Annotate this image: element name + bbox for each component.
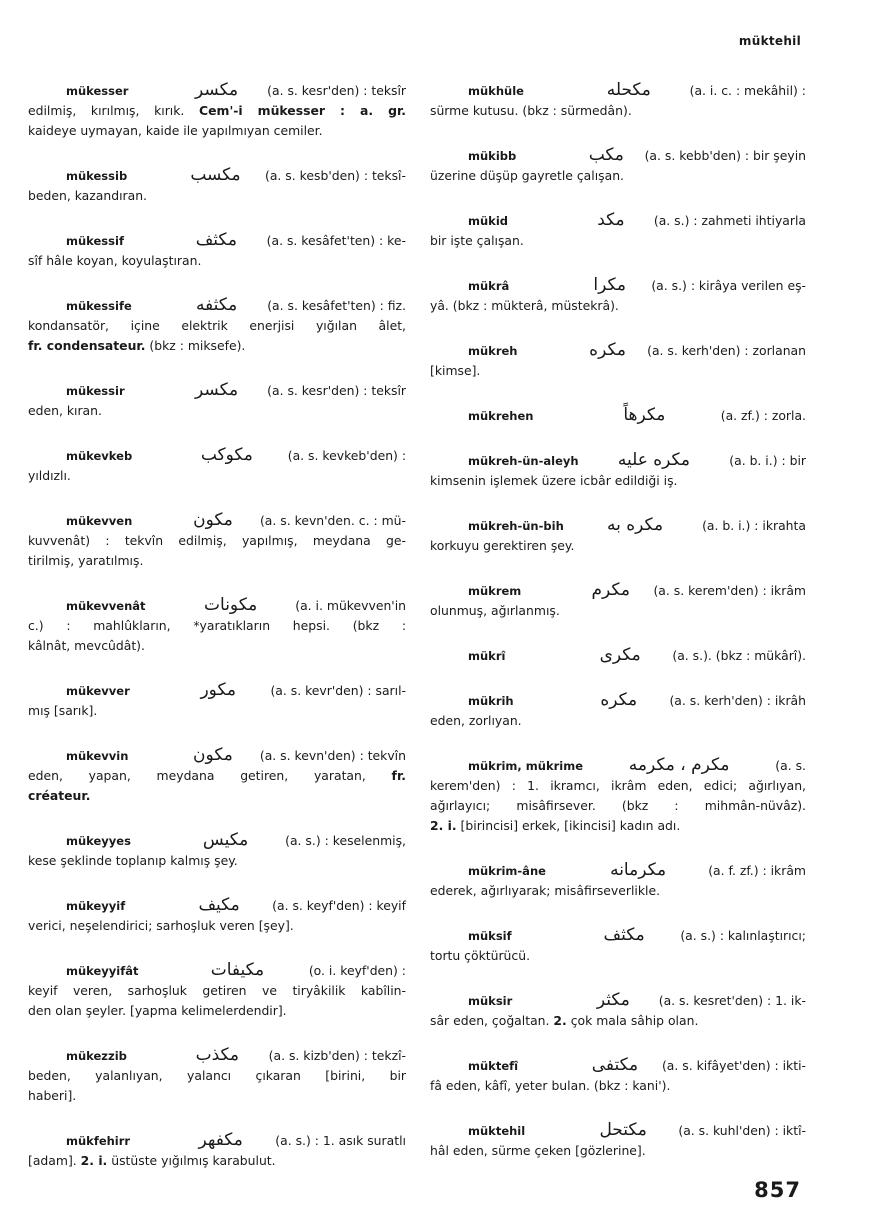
entry-arabic-script: مكرم [591,580,630,600]
definition-text: üzerine düşüp gayretle çalışan. [430,168,624,183]
entry-definition-line [28,1086,406,1106]
dictionary-entry [430,145,806,186]
entry-headword: mükrî [468,649,506,663]
entry-headword: mükfehirr [66,1134,131,1148]
entry-headword: mükrâ [468,279,510,293]
entry-definition-line [430,536,806,556]
entry-definition-line [28,101,406,121]
entry-definition-line [28,981,406,1001]
entry-arabic-script: مكذب [195,1045,240,1065]
entry-first-line [430,405,806,426]
entry-definition-line [28,916,406,936]
dictionary-entry [430,755,806,836]
entry-headword: mükibb [468,149,517,163]
entry-etymology: (a. s.) : keselenmiş, [285,833,406,848]
dictionary-entry [430,210,806,251]
dictionary-entry [28,895,406,936]
dictionary-entry [430,275,806,316]
dictionary-entry [430,1055,806,1096]
entry-etymology: (a. b. i.) : ikrahta [702,518,806,533]
entry-definition-line [430,231,806,251]
entry-definition-line [430,881,806,901]
entry-definition-line [430,1011,806,1031]
entry-arabic-script: مكوكب [200,445,253,465]
entry-first-line [430,145,806,166]
entry-definition-line [430,166,806,186]
entry-headword: mükrim-âne [468,864,546,878]
entry-first-line [28,745,406,766]
entry-headword: mükhüle [468,84,524,98]
entry-definition-line [430,776,806,796]
definition-text: sîf hâle koyan, koyulaştıran. [28,253,202,268]
definition-keyword: fr. [391,768,406,783]
entry-arabic-script: مكيف [198,895,240,915]
definition-text: tortu çöktürücü. [430,948,531,963]
entry-headword: mükreh-ün-aleyh [468,454,579,468]
entry-headword: mükevver [66,684,130,698]
entry-headword: müktefî [468,1059,519,1073]
entry-arabic-script: مكتحل [599,1120,647,1140]
definition-keyword: Cem'-i mükesser : a. gr. [199,103,406,118]
definition-text: beden, kazandıran. [28,188,147,203]
entry-headword: mükevvenât [66,599,146,613]
entry-etymology: (a. s. kerem'den) : ikrâm [653,583,806,598]
entry-etymology: (a. b. i.) : bir [729,453,806,468]
definition-text: korkuyu gerektiren şey. [430,538,575,553]
definition-text: üstüste yığılmış karabulut. [107,1153,276,1168]
entry-arabic-script: مكرم ، مكرمه [628,755,730,775]
entry-definition-line [28,786,406,806]
entry-arabic-script: مكرا [593,275,626,295]
dictionary-entry [430,860,806,901]
entry-first-line [28,895,406,916]
dictionary-entry [430,925,806,966]
entry-arabic-script: مكحله [606,80,651,100]
entry-first-line [28,295,406,316]
entry-headword: mükesser [66,84,129,98]
entry-arabic-script: مكسر [195,80,239,100]
entry-first-line [430,755,806,776]
definition-text: [birincisi] erkek, [ikincisi] kadın adı. [456,818,681,833]
entry-first-line [430,645,806,666]
entry-first-line [430,580,806,601]
entry-etymology: (a. s.) : kalınlaştırıcı; [680,928,806,943]
entry-first-line [28,595,406,616]
entry-arabic-script: مكرهاً [623,405,666,425]
entry-first-line [28,80,406,101]
entry-etymology: (a. s. kerh'den) : ikrâh [669,693,806,708]
definition-keyword: créateur. [28,788,91,803]
entry-definition-line [28,121,406,141]
entry-arabic-script: مكره عليه [617,450,691,470]
definition-text: sürme kutusu. (bkz : sürmedân). [430,103,632,118]
dictionary-entry [430,990,806,1031]
entry-headword: mükeyyif [66,899,126,913]
entry-definition-line [28,616,406,636]
entry-first-line [430,860,806,881]
entry-headword: müktehil [468,1124,526,1138]
dictionary-entry [28,165,406,206]
entry-etymology: (a. s. kesb'den) : teksî- [265,168,406,183]
entry-headword: mükid [468,214,508,228]
entry-headword: mükezzib [66,1049,127,1063]
entry-headword: müksif [468,929,512,943]
definition-text: beden, yalanlıyan, yalancı çıkaran [birini, bir [28,1068,406,1083]
entry-headword: mükessife [66,299,132,313]
definition-text: c.) : mahlûkların, *yaratıkların hepsi. (bkz : [28,618,406,633]
entry-first-line [430,515,806,536]
entry-arabic-script: مكره [600,690,638,710]
entry-definition-line [430,101,806,121]
definition-text: fâ eden, kâfî, yeter bulan. (bkz : kani'). [430,1078,671,1093]
entry-arabic-script: مكور [200,680,236,700]
entry-etymology: (a. s. kevn'den. c. : mü- [259,513,406,528]
definition-text: eden, kıran. [28,403,102,418]
entry-first-line [430,80,806,101]
entry-arabic-script: مكثر [596,990,630,1010]
entry-definition-line [28,186,406,206]
entry-arabic-script: مكيس [202,830,249,850]
entry-first-line [430,990,806,1011]
entry-arabic-script: مكسب [190,165,241,185]
definition-text: mış [sarık]. [28,703,98,718]
entry-definition-line [430,796,806,816]
entry-etymology: (a. zf.) : zorla. [720,408,806,423]
definition-text: kimsenin işlemek üzere icbâr edildiği iş. [430,473,678,488]
entry-arabic-script: مكسر [195,380,239,400]
definition-text: (bkz : miksefe). [145,338,246,353]
entry-etymology: (a. s. kevn'den) : tekvîn [259,748,406,763]
entry-arabic-script: مكب [588,145,624,165]
entry-definition-line [430,471,806,491]
entry-definition-line [28,551,406,571]
entry-etymology: (a. s. kesâfet'ten) : fiz. [267,298,406,313]
entry-definition-line [28,851,406,871]
entry-first-line [430,450,806,471]
dictionary-entry [430,1120,806,1161]
dictionary-entry [28,1130,406,1171]
entry-arabic-script: مكد [597,210,625,230]
definition-keyword: fr. condensateur. [28,338,146,353]
entry-definition-line [430,1141,806,1161]
entry-first-line [28,380,406,401]
dictionary-entry [430,405,806,426]
definition-text: bir işte çalışan. [430,233,524,248]
entry-etymology: (a. s. kebb'den) : bir şeyin [644,148,806,163]
entry-first-line [28,1130,406,1151]
dictionary-entry [28,680,406,721]
entry-first-line [430,1120,806,1141]
entry-definition-line [28,316,406,336]
dictionary-entry [430,580,806,621]
entry-headword: mükevkeb [66,449,133,463]
dictionary-entry [28,745,406,806]
entry-first-line [28,510,406,531]
definition-text: eden, zorlıyan. [430,713,522,728]
entry-arabic-script: مكيفات [210,960,265,980]
entry-first-line [28,830,406,851]
entry-first-line [430,210,806,231]
entry-definition-line [430,361,806,381]
entry-headword: mükessif [66,234,124,248]
definition-text: kerem'den) : 1. ikramcı, ikrâm eden, edici; ağırlıyan, [430,778,806,793]
entry-headword: mükreh-ün-bih [468,519,564,533]
entry-arabic-script: مكتفى [591,1055,639,1075]
entry-headword: müksir [468,994,513,1008]
entry-arabic-script: مكونات [204,595,258,615]
entry-definition-line [28,251,406,271]
entry-headword: mükreh [468,344,518,358]
definition-text: kese şeklinde toplanıp kalmış şey. [28,853,238,868]
dictionary-entry [28,510,406,571]
definition-text: çok mala sâhip olan. [566,1013,699,1028]
definition-text: kâlnât, mevcûdât). [28,638,145,653]
definition-text: [adam]. [28,1153,81,1168]
entry-definition-line [28,466,406,486]
right-column [430,80,806,1185]
entry-arabic-script: مكون [193,745,233,765]
entry-first-line [430,925,806,946]
definition-text: eden, yapan, meydana getiren, yaratan, [28,768,392,783]
entry-definition-line [28,1151,406,1171]
dictionary-entry [430,645,806,666]
definition-text: ederek, ağırlıyarak; misâfirseverlikle. [430,883,661,898]
entry-etymology: (a. s. kesr'den) : teksîr [267,383,406,398]
entry-first-line [28,445,406,466]
entry-definition-line [28,1066,406,1086]
running-head: müktehil [738,34,801,48]
definition-text: olunmuş, ağırlanmış. [430,603,560,618]
entry-headword: mükrehen [468,409,534,423]
entry-etymology: (a. s. kuhl'den) : iktî- [678,1123,806,1138]
entry-definition-line [430,601,806,621]
definition-text: yıldızlı. [28,468,71,483]
entry-etymology: (a. i. mükevven'in [295,598,406,613]
entry-etymology: (o. i. keyf'den) : [308,963,406,978]
entry-headword: mükevven [66,514,133,528]
entry-definition-line [430,946,806,966]
entry-headword: mükrih [468,694,514,708]
definition-keyword: 2. [553,1013,567,1028]
entry-etymology: (a. s. [775,758,806,773]
entry-first-line [28,165,406,186]
entry-definition-line [430,296,806,316]
entry-etymology: (a. s. kerh'den) : zorlanan [647,343,806,358]
left-column [28,80,406,1195]
dictionary-entry [28,295,406,356]
entry-etymology: (a. s.) : kirâya verilen eş- [651,278,806,293]
entry-arabic-script: مكرمانه [610,860,667,880]
entry-headword: mükessib [66,169,128,183]
entry-arabic-script: مكره [589,340,626,360]
entry-definition-line [28,336,406,356]
entry-arabic-script: مكثف [195,230,237,250]
entry-etymology: (a. s. kizb'den) : tekzî- [268,1048,406,1063]
definition-text: kaideye uymayan, kaide ile yapılmıyan cemiler. [28,123,323,138]
entry-definition-line [28,766,406,786]
entry-headword: mükeyyes [66,834,131,848]
entry-first-line [430,340,806,361]
entry-etymology: (a. s. kevkeb'den) : [287,448,406,463]
entry-first-line [28,680,406,701]
definition-keyword: 2. i. [80,1153,108,1168]
definition-text: ağırlayıcı; misâfirsever. (bkz : mihmân-nüvâz). [430,798,806,813]
dictionary-entry [430,340,806,381]
entry-first-line [430,690,806,711]
definition-text: kondansatör, içine elektrik enerjisi yığılan âlet, [28,318,406,333]
entry-etymology: (a. s.). (bkz : mükârî). [672,648,806,663]
entry-headword: mükevvin [66,749,129,763]
entry-first-line [28,1045,406,1066]
dictionary-entry [28,960,406,1021]
entry-first-line [430,275,806,296]
entry-arabic-script: مكثفه [195,295,238,315]
entry-definition-line [28,636,406,656]
entry-definition-line [430,816,806,836]
entry-arabic-script: مكون [193,510,233,530]
entry-arabic-script: مكرى [599,645,641,665]
entry-definition-line [28,1001,406,1021]
entry-headword: mükeyyifât [66,964,139,978]
entry-definition-line [430,1076,806,1096]
entry-etymology: (a. s. kifâyet'den) : ikti- [661,1058,806,1073]
definition-text: keyif veren, sarhoşluk getiren ve tiryâkilik kabîlin- [28,983,406,998]
dictionary-entry [28,1045,406,1106]
entry-definition-line [28,701,406,721]
entry-first-line [430,1055,806,1076]
dictionary-entry [28,445,406,486]
entry-etymology: (a. s. kesâfet'ten) : ke- [266,233,406,248]
entry-definition-line [28,531,406,551]
entry-headword: mükrim, mükrime [468,759,583,773]
entry-first-line [28,230,406,251]
definition-text: den olan şeyler. [yapma kelimelerdendir]. [28,1003,287,1018]
definition-text: sâr eden, çoğaltan. [430,1013,554,1028]
definition-text: verici, neşelendirici; sarhoşluk veren [şey]. [28,918,294,933]
dictionary-entry [28,230,406,271]
entry-arabic-script: مكثف [603,925,645,945]
dictionary-entry [430,80,806,121]
definition-text: yâ. (bkz : mükterâ, müstekrâ). [430,298,619,313]
entry-first-line [28,960,406,981]
entry-etymology: (a. s. kesret'den) : 1. ik- [658,993,806,1008]
entry-etymology: (a. i. c. : mekâhil) : [689,83,806,98]
definition-text: hâl eden, sürme çeken [gözlerine]. [430,1143,646,1158]
dictionary-entry [430,690,806,731]
dictionary-entry [28,595,406,656]
definition-keyword: 2. i. [430,818,457,833]
entry-definition-line [28,401,406,421]
entry-etymology: (a. s.) : zahmeti ihtiyarla [653,213,806,228]
entry-arabic-script: مكفهر [198,1130,243,1150]
dictionary-entry [28,830,406,871]
definition-text: tirilmiş, yaratılmış. [28,553,144,568]
definition-text: haberi]. [28,1088,77,1103]
entry-headword: mükessir [66,384,125,398]
dictionary-entry [28,380,406,421]
entry-etymology: (a. s. kesr'den) : teksîr [267,83,406,98]
entry-etymology: (a. s.) : 1. asık suratlı [275,1133,406,1148]
entry-arabic-script: مكره به [607,515,664,535]
dictionary-entry [430,450,806,491]
page-number: 857 [754,1178,801,1202]
entry-etymology: (a. s. keyf'den) : keyif [272,898,406,913]
entry-definition-line [430,711,806,731]
entry-etymology: (a. s. kevr'den) : sarıl- [270,683,406,698]
entry-etymology: (a. f. zf.) : ikrâm [708,863,806,878]
dictionary-entry [28,80,406,141]
definition-text: edilmiş, kırılmış, kırık. [28,103,200,118]
dictionary-entry [430,515,806,556]
definition-text: kuvvenât) : tekvîn edilmiş, yapılmış, meydana ge- [28,533,406,548]
definition-text: [kimse]. [430,363,481,378]
entry-headword: mükrem [468,584,522,598]
